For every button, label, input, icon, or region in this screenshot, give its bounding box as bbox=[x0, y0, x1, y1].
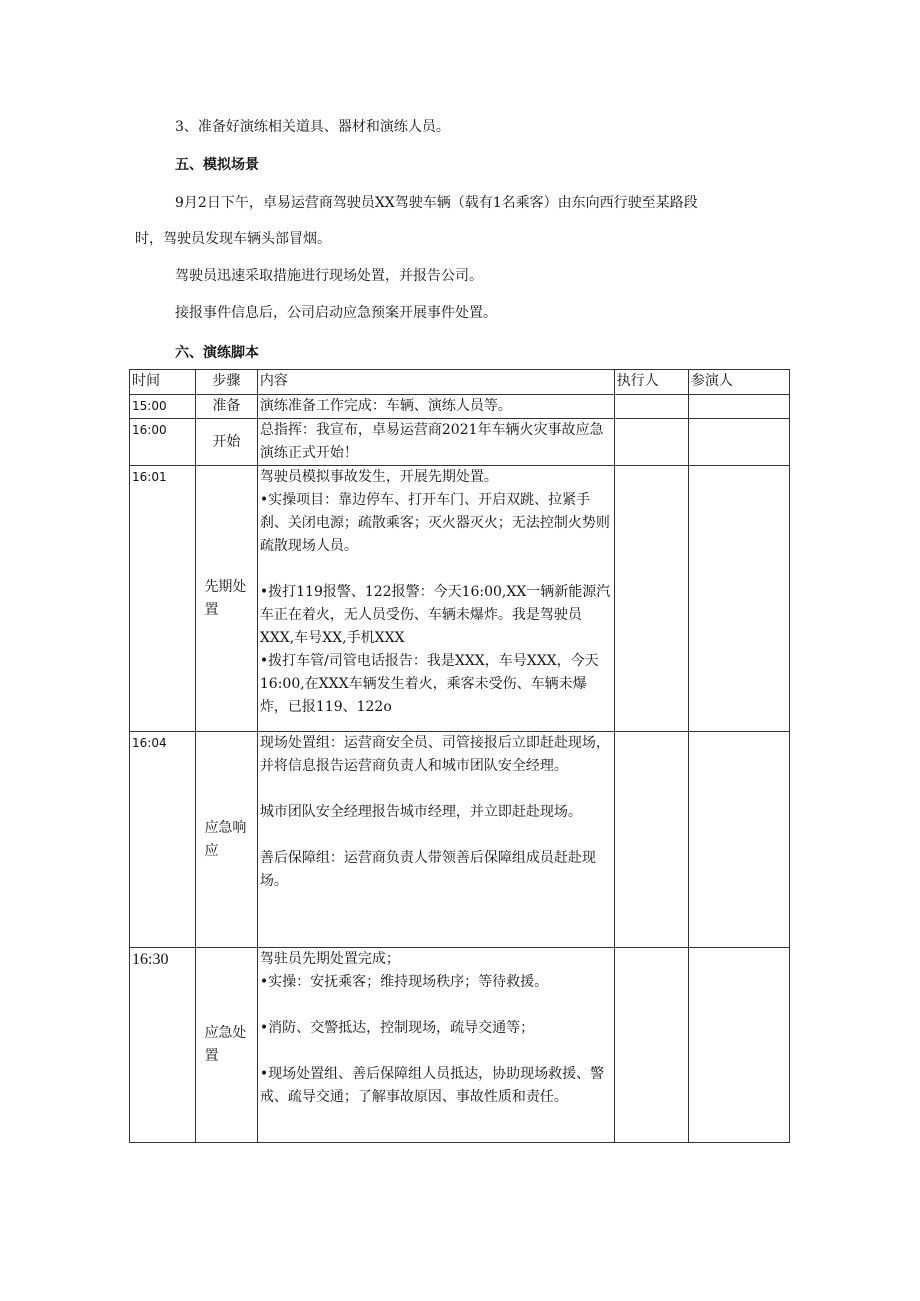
header-participant: 参演人 bbox=[688, 370, 789, 395]
cell-executor bbox=[614, 419, 688, 466]
paragraph-prep-item-3: 3、准备好演练相关道具、器材和演练人员。 bbox=[175, 119, 450, 135]
content-spacer bbox=[260, 778, 612, 801]
content-line: 驾驻员先期处置完成； bbox=[259, 951, 400, 967]
header-executor: 执行人 bbox=[614, 370, 688, 395]
cell-participant bbox=[688, 948, 789, 1143]
table-row bbox=[130, 948, 790, 1143]
cell-time: 16:00 bbox=[130, 419, 196, 466]
section-heading-6: 六、演练脚本 bbox=[175, 345, 259, 361]
content-line: •现场处置组、善后保障组人员抵达，协助现场救援、警戒、疏导交通；了解事故原因、事故性质和责任。 bbox=[259, 1066, 605, 1105]
content-spacer bbox=[260, 558, 612, 581]
table-row bbox=[130, 732, 790, 948]
cell-participant bbox=[688, 466, 789, 732]
cell-time: 16:04 bbox=[130, 732, 196, 948]
cell-executor bbox=[614, 948, 688, 1143]
paragraph-scene-response: 接报事件信息后，公司启动应急预案开展事件处置。 bbox=[175, 305, 497, 321]
header-time: 时间 bbox=[130, 370, 196, 395]
step-label: 准备 bbox=[212, 398, 241, 414]
paragraph-scene-report: 驾驶员迅速采取措施进行现场处置，并报告公司。 bbox=[175, 268, 483, 284]
header-content: 内容 bbox=[257, 370, 614, 395]
table-row bbox=[130, 395, 790, 419]
cell-time: 16:01 bbox=[130, 466, 196, 732]
table-body bbox=[130, 395, 790, 1143]
cell-content bbox=[257, 732, 614, 948]
cell-content bbox=[257, 466, 614, 732]
content-line: •实操：安抚乘客；维持现场秩序；等待救援。 bbox=[259, 974, 549, 990]
content-line: •拨打车管/司管电话报告：我是XXX，车号XXX，今天16:00,在XXX车辆发生着火，乘客未受伤、车辆未爆炸，已报119、122o bbox=[259, 653, 599, 715]
paragraph-scene-line-2: 时，驾驶员发现车辆头部冒烟。 bbox=[135, 231, 331, 247]
content-spacer bbox=[260, 994, 612, 1017]
content-line: 善后保障组：运营商负责人带领善后保障组成员赶赴现场。 bbox=[259, 850, 596, 889]
table-header-row bbox=[130, 370, 790, 395]
cell-executor bbox=[614, 732, 688, 948]
cell-step bbox=[196, 948, 258, 1143]
cell-content bbox=[257, 419, 614, 466]
cell-step bbox=[196, 466, 258, 732]
cell-participant bbox=[688, 395, 789, 419]
cell-content bbox=[257, 948, 614, 1143]
header-step: 步骤 bbox=[196, 370, 258, 395]
drill-script-table bbox=[129, 369, 790, 1143]
cell-step bbox=[196, 732, 258, 948]
content-line: 现场处置组：运营商安全员、司管接报后立即赶赴现场，并将信息报告运营商负责人和城市团队安全经理。 bbox=[259, 735, 610, 774]
cell-content bbox=[257, 395, 614, 419]
content-line: 演练准备工作完成：车辆、演练人员等。 bbox=[259, 398, 512, 414]
step-label: 应急响应 bbox=[204, 819, 247, 859]
table-row bbox=[130, 466, 790, 732]
content-line: 城市团队安全经理报告城市经理，并立即赶赴现场。 bbox=[259, 804, 582, 820]
cell-step bbox=[196, 419, 258, 466]
content-line: 驾驶员模拟事故发生，开展先期处置。 bbox=[259, 469, 498, 485]
content-line: 总指挥：我宣布，卓易运营商2021年车辆火灾事故应急演练正式开始！ bbox=[259, 422, 604, 461]
content-line: •实操项目：靠边停车、打开车门、开启双跳、拉紧手刹、关闭电源；疏散乘客；灭火器灭火；无法控制火势则疏散现场人员。 bbox=[259, 492, 610, 554]
section-heading-5: 五、模拟场景 bbox=[175, 157, 259, 173]
cell-executor bbox=[614, 466, 688, 732]
cell-participant bbox=[688, 732, 789, 948]
step-label: 先期处置 bbox=[204, 578, 247, 618]
content-spacer bbox=[260, 1040, 612, 1063]
cell-participant bbox=[688, 419, 789, 466]
content-line: •消防、交警抵达，控制现场，疏导交通等； bbox=[259, 1020, 535, 1036]
paragraph-scene-line-1: 9月2日下午，卓易运营商驾驶员XX驾驶车辆（载有1名乘客）由东向西行驶至某路段 bbox=[175, 195, 698, 211]
content-spacer bbox=[260, 824, 612, 847]
cell-time: 15:00 bbox=[130, 395, 196, 419]
cell-executor bbox=[614, 395, 688, 419]
step-label: 开始 bbox=[212, 433, 241, 450]
step-label: 应急处置 bbox=[204, 1025, 247, 1064]
content-line: •拨打119报警、122报警：今天16:00,XX一辆新能源汽车正在着火，无人员受伤、车辆未爆炸。我是驾驶员XXX,车号XX,手机XXX bbox=[259, 584, 611, 646]
cell-step bbox=[196, 395, 258, 419]
table-row bbox=[130, 419, 790, 466]
cell-time: 16:30 bbox=[130, 948, 196, 1143]
